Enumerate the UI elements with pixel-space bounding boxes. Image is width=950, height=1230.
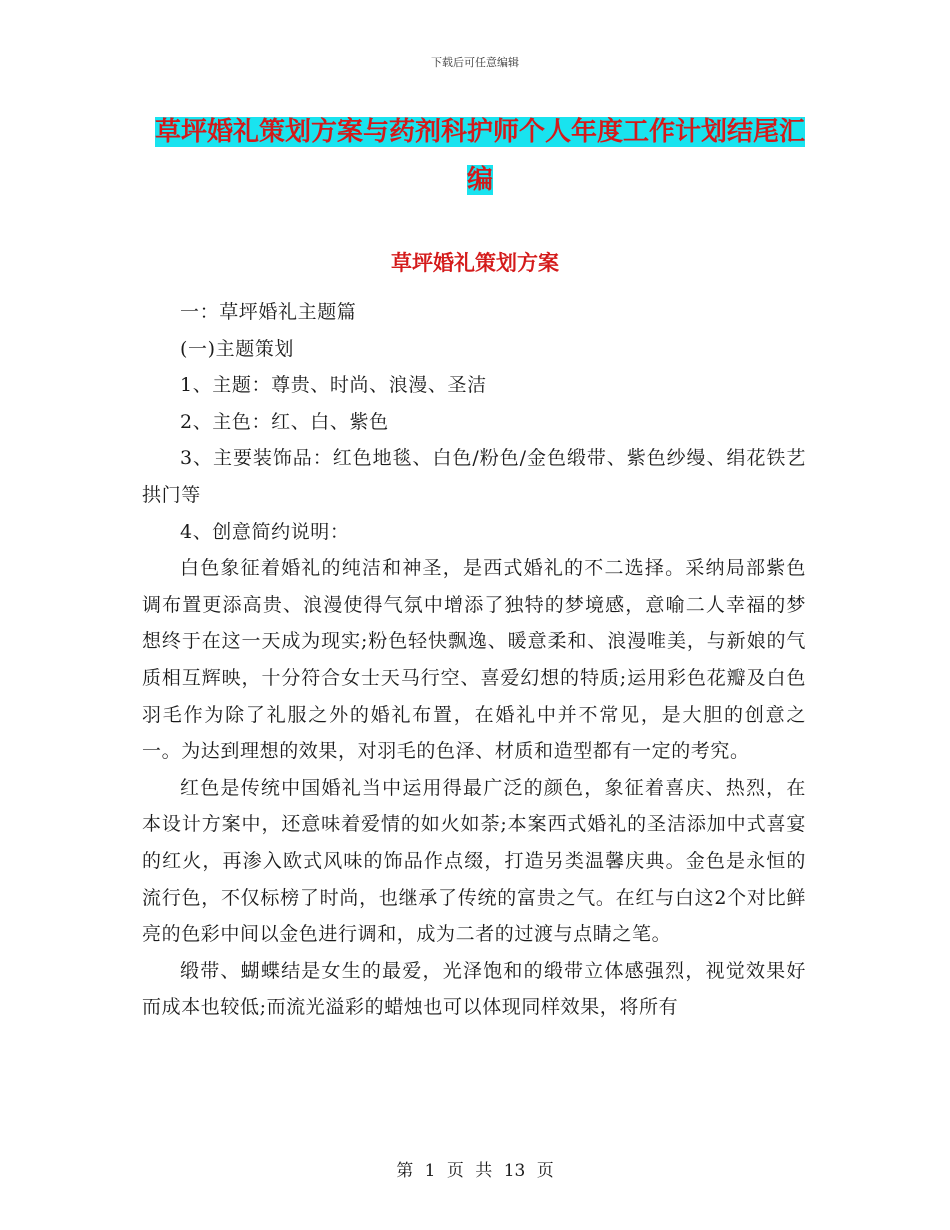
paragraph: (一)主题策划: [180, 337, 295, 360]
section-title: 草坪婚礼策划方案: [391, 251, 559, 275]
paragraph: 一：草坪婚礼主题篇: [180, 301, 357, 323]
paragraph: 4、创意简约说明：: [180, 520, 350, 543]
paragraph: 2、主色：红、白、紫色: [180, 410, 389, 433]
paragraph: 3、主要装饰品：红色地毯、白色/粉色/金色缎带、紫色纱缦、绢花铁艺拱门等: [142, 447, 806, 506]
page-footer: 第 1 页 共 13 页: [396, 1161, 554, 1181]
paragraph: 1、主题：尊贵、时尚、浪漫、圣洁: [180, 374, 487, 397]
document-body: [142, 294, 806, 1026]
header-note: 下载后可任意编辑: [431, 56, 519, 69]
document-title: [150, 108, 810, 204]
paragraph: 红色是传统中国婚礼当中运用得最广泛的颜色，象征着喜庆、热烈，在本设计方案中，还意味着爱情的如火如荼;本案西式婚礼的圣洁添加中式喜宴的红火，再渗入欧式风味的饰品作点缀，打造另类温馨庆典。金色是永恒的流行色，不仅标榜了时尚，也继承了传统的富贵之气。在红与白这2个对比鲜亮的色彩中间以金色进行调和，成为二者的过渡与点睛之笔。: [142, 776, 806, 946]
paragraph: 白色象征着婚礼的纯洁和神圣，是西式婚礼的不二选择。采纳局部紫色调布置更添高贵、浪漫使得气氛中增添了独特的梦境感，意喻二人幸福的梦想终于在这一天成为现实;粉色轻快飘逸、暖意柔和、浪漫唯美，与新娘的气质相互辉映，十分符合女士天马行空、喜爱幻想的特质;运用彩色花瓣及白色羽毛作为除了礼服之外的婚礼布置，在婚礼中并不常见，是大胆的创意之一。为达到理想的效果，对羽毛的色泽、材质和造型都有一定的考究。: [142, 557, 806, 763]
paragraph: 缎带、蝴蝶结是女生的最爱，光泽饱和的缎带立体感强烈，视觉效果好而成本也较低;而流光溢彩的蜡烛也可以体现同样效果，将所有: [142, 959, 806, 1019]
document-title-text: 草坪婚礼策划方案与药剂科护师个人年度工作计划结尾汇编: [154, 117, 805, 195]
